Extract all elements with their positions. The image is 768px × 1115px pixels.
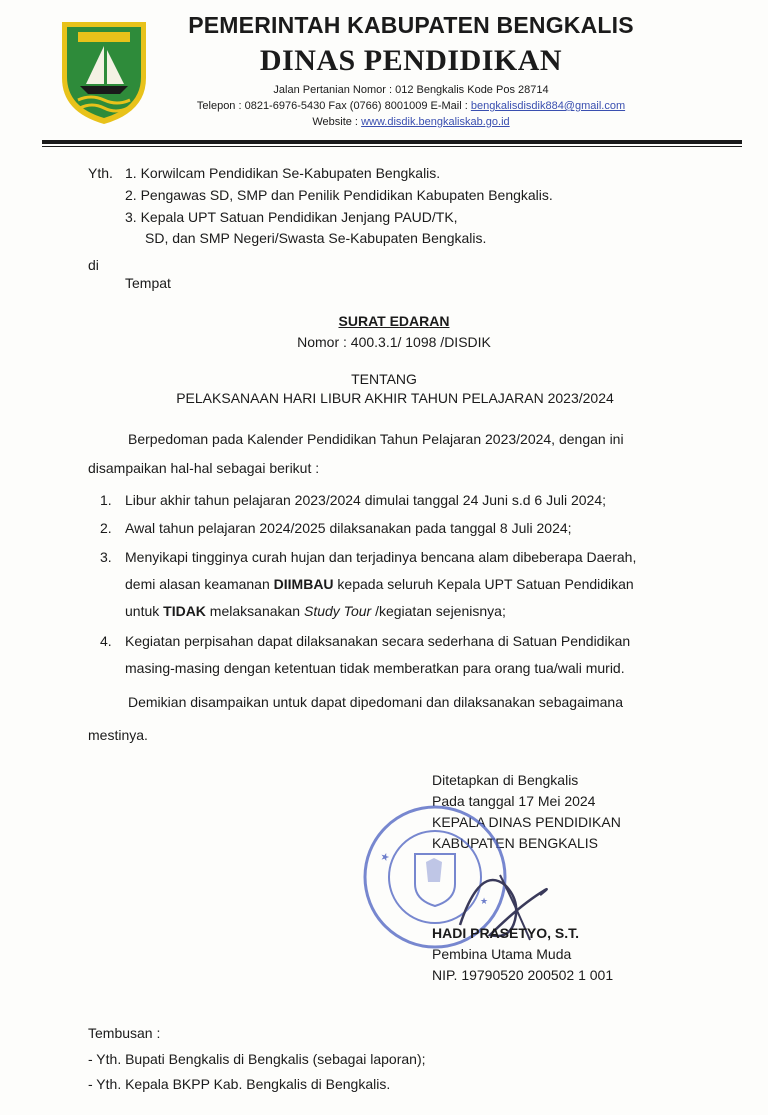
point-text-segment: /kegiatan sejenisnya;: [371, 603, 506, 619]
signatory-nip: NIP. 19790520 200502 1 001: [432, 967, 614, 983]
website-line: [176, 114, 646, 130]
signature-date: Pada tanggal 17 Mei 2024: [432, 793, 596, 809]
point-text-segment: demi alasan keamanan: [125, 576, 274, 592]
signatory-name: HADI PRASETYO, S.T.: [432, 925, 580, 941]
emphasis-study-tour: Study Tour: [303, 603, 372, 619]
yth-label: Yth.: [88, 165, 113, 181]
di-label: di: [88, 257, 99, 273]
point-text: Menyikapi tingginya curah hujan dan terjadinya bencana alam dibeberapa Daerah,: [125, 549, 637, 565]
point-number: 4.: [100, 633, 112, 649]
signatory-rank: Pembina Utama Muda: [432, 946, 572, 962]
recipient-item: 2. Pengawas SD, SMP dan Penilik Pendidikan Kabupaten Bengkalis.: [125, 187, 553, 203]
cc-label: Tembusan :: [88, 1025, 161, 1041]
point-text-segment: kepada seluruh Kepala UPT Satuan Pendidikan: [333, 576, 634, 592]
phone-fax-text: Telepon : 0821-6976-5430 Fax (0766) 8001009 E-Mail :: [196, 100, 471, 112]
point-text: Libur akhir tahun pelajaran 2023/2024 dimulai tanggal 24 Juni s.d 6 Juli 2024;: [125, 492, 607, 508]
point-number: 3.: [100, 549, 112, 565]
closing-line: mestinya.: [88, 727, 148, 743]
cc-item: - Yth. Kepala BKPP Kab. Bengkalis di Bengkalis.: [88, 1076, 391, 1092]
bengkalis-logo-icon: [58, 16, 150, 128]
point-text: Kegiatan perpisahan dapat dilaksanakan secara sederhana di Satuan Pendidikan: [125, 633, 631, 649]
intro-line: Berpedoman pada Kalender Pendidikan Tahun Pelajaran 2023/2024, dengan ini: [128, 431, 624, 447]
emphasis-diimbau: DIIMBAU: [273, 576, 334, 592]
letterhead-address-block: [176, 82, 646, 130]
recipient-item: 1. Korwilcam Pendidikan Se-Kabupaten Bengkalis.: [125, 165, 441, 181]
place-label: Tempat: [125, 275, 171, 291]
website-link[interactable]: www.disdik.bengkaliskab.go.id: [361, 116, 510, 128]
svg-text:★: ★: [378, 850, 392, 864]
website-label: Website :: [312, 116, 362, 128]
intro-line: disampaikan hal-hal sebagai berikut :: [88, 460, 320, 476]
point-number: 2.: [100, 520, 112, 536]
letterhead-divider-thin: [42, 146, 742, 147]
email-link[interactable]: bengkalisdisdik884@gmail.com: [470, 100, 626, 112]
signature-position: KEPALA DINAS PENDIDIKAN: [432, 814, 621, 830]
point-text: Awal tahun pelajaran 2024/2025 dilaksanakan pada tanggal 8 Juli 2024;: [125, 520, 572, 536]
point-text-segment: melaksanakan: [205, 603, 304, 619]
emphasis-tidak: TIDAK: [163, 603, 206, 619]
subject-line: PELAKSANAAN HARI LIBUR AKHIR TAHUN PELAJARAN 2023/2024: [176, 390, 614, 406]
point-text: [125, 575, 634, 593]
cc-item: - Yth. Bupati Bengkalis di Bengkalis (sebagai laporan);: [88, 1051, 426, 1067]
recipient-item: SD, dan SMP Negeri/Swasta Se-Kabupaten Bengkalis.: [145, 230, 487, 246]
address-line: Jalan Pertanian Nomor : 012 Bengkalis Kode Pos 28714: [273, 84, 549, 96]
document-number: Nomor : 400.3.1/ 1098 /DISDIK: [297, 334, 491, 350]
contact-line: [176, 98, 646, 114]
point-text: [125, 602, 506, 620]
svg-text:★: ★: [480, 896, 489, 906]
point-text: masing-masing dengan ketentuan tidak memberatkan para orang tua/wali murid.: [125, 660, 625, 676]
point-number: 1.: [100, 492, 112, 508]
government-name: PEMERINTAH KABUPATEN BENGKALIS: [188, 12, 634, 38]
recipient-item: 3. Kepala UPT Satuan Pendidikan Jenjang PAUD/TK,: [125, 209, 458, 225]
signature-place: Ditetapkan di Bengkalis: [432, 772, 579, 788]
signature-position: KABUPATEN BENGKALIS: [432, 835, 598, 851]
closing-line: Demikian disampaikan untuk dapat dipedomani dan dilaksanakan sebagaimana: [128, 694, 623, 710]
office-name: DINAS PENDIDIKAN: [259, 44, 563, 77]
about-label: TENTANG: [351, 371, 417, 387]
point-text-segment: untuk: [125, 603, 164, 619]
letterhead-divider-thick: [42, 140, 742, 144]
document-type-title: SURAT EDARAN: [338, 313, 450, 329]
